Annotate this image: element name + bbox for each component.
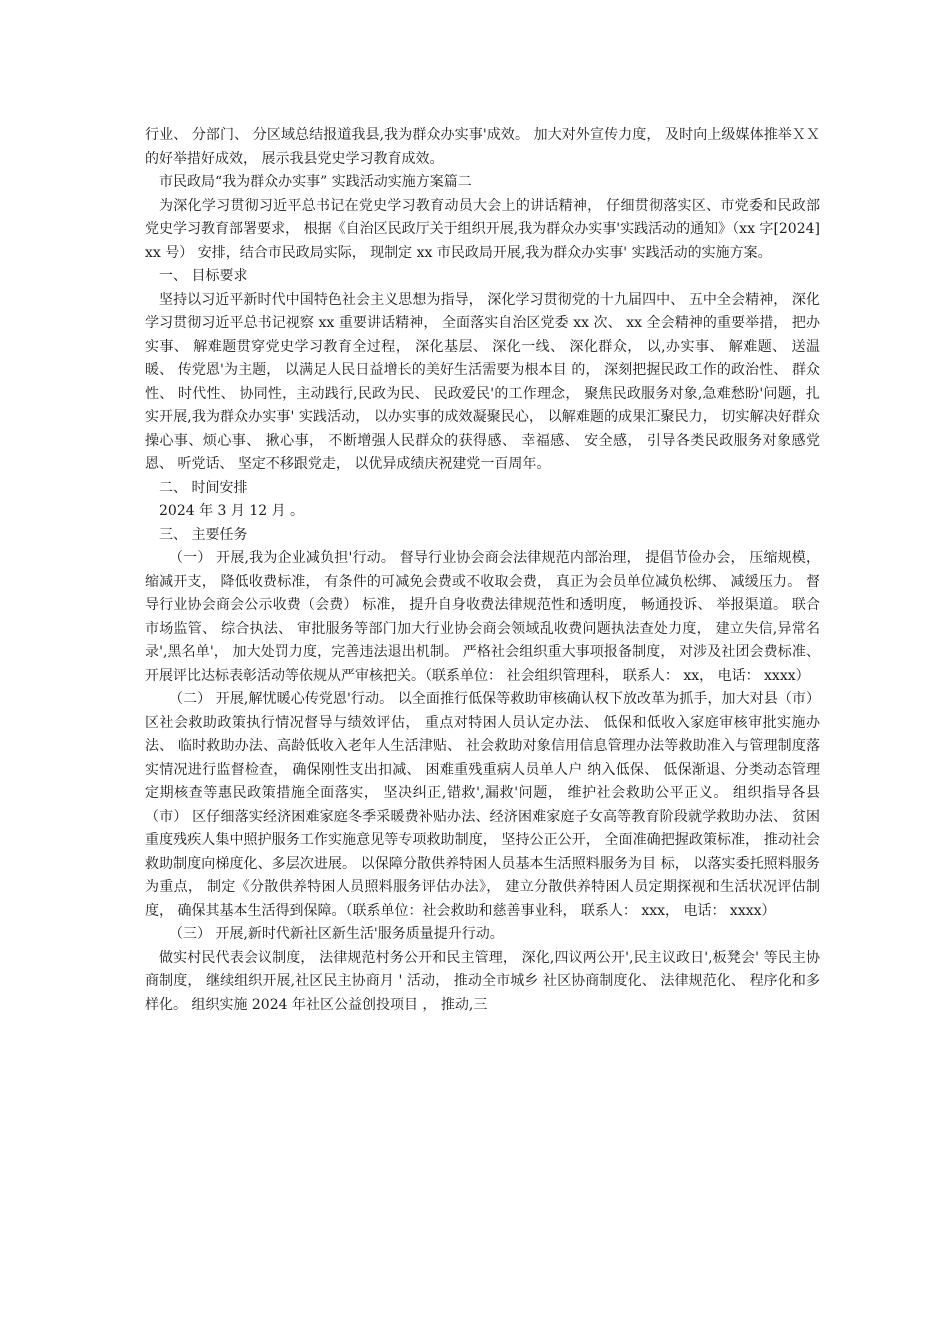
continued-paragraph: 行业、 分部门、 分区域总结报道我县,我为群众办实事'成效。 加大对外宣传力度， 及时向上级媒体推举ＸＸ的好举措好成效， 展示我县党史学习教育成效。 [145, 127, 820, 167]
document-page [145, 124, 820, 1017]
section-title: 市民政局“我为群众办实事” 实践活动实施方案篇二 [159, 174, 472, 190]
task-three-heading: （三） 开展,新时代新社区新生活'服务质量提升行动。 [169, 926, 504, 942]
heading-goals: 一、 目标要求 [159, 268, 248, 284]
task-two-paragraph: （二） 开展,解忧暖心传党恩'行动。 以全面推行低保等救助审核确认权下放改革为抓手，加大对县（市） 区社会救助政策执行情况督导与绩效评估， 重点对特困人员认定办法、 低保和低收入家庭审核审批实施办法、 临时救助办法、高龄低收入老年人生活津贴、 社会救助对象信用信息管理办法等救助准入与管理制度落实情况进行监督检查， 确保刚性支出扣减、 困难重残重病人员单人户 纳入低保、 低保渐退、分类动态管理定期核查等惠民政策措施全面落实， 坚决纠正,错救',漏救'问题， 维护社会救助公平正义。 组织指导各县（市） 区仔细落实经济困难家庭冬季采暖费补贴办法、经济困难家庭子女高等教育阶段就学救助办法、 贫困重度残疾人集中照护服务工作实施意见等专项救助制度， 坚持公正公开， 全面准确把握政策标准， 推动社会救助制度向梯度化、多层次进展。 以保障分散供养特困人员基本生活照料服务为目 标， 以落实委托照料服务为重点， 制定《分散供养特困人员照料服务评估办法》， 建立分散供养特困人员定期探视和生活状况评估制度， 确保其基本生活得到保障。（联系单位：社会救助和慈善事业科， 联系人： xxx， 电话： xxxx） [145, 691, 820, 919]
heading-tasks: 三、 主要任务 [159, 526, 248, 543]
schedule-date: 2024 年 3 月 12 月 。 [159, 503, 305, 519]
goals-paragraph: 坚持以习近平新时代中国特色社会主义思想为指导， 深化学习贯彻党的十九届四中、 五中全会精神， 深化学习贯彻习近平总书记视察 xx 重要讲话精神， 全面落实自治区党委 xx 次、 xx 全会精神的重要举措， 把办实事、 解难题贯穿党史学习教育全过程， 深化基层、 深化一线、 深化群众， 以,办实事、 解难题、 送温暖、 传党恩'为主题， 以满足人民日益增长的美好生活需要为根本目 的， 深刻把握民政工作的政治性、 群众性、 时代性、 协同性，主动践行,民政为民、 民政爱民'的工作理念， 聚焦民政服务对象,急难愁盼'问题，扎实开展,我为群众办实事' 实践活动， 以办实事的成效凝聚民心， 以解难题的成果汇聚民力， 切实解决好群众操心事、烦心事、 揪心事， 不断增强人民群众的获得感、 幸福感、 安全感， 引导各类民政服务对象感党恩、 听党话、 坚定不移跟党走， 以优异成绩庆祝建党一百周年。 [145, 291, 820, 472]
task-three-paragraph: 做实村民代表会议制度， 法律规范村务公开和民主管理， 深化,四议两公开',民主议政日',板凳会' 等民主协商制度， 继续组织开展,社区民主协商月 ' 活动， 推动全市城乡 社区协商制度化、 法律规范化、 程序化和多样化。 组织实施 2024 年社区公益创投项目 ， 推动,三 [145, 949, 820, 1013]
intro-paragraph: 为深化学习贯彻习近平总书记在党史学习教育动员大会上的讲话精神， 仔细贯彻落实区、市党委和民政部党史学习教育部署要求， 根据《自治区民政厅关于组织开展,我为群众办实事'实践活动的通知》（xx 字[2024] xx 号） 安排，结合市民政局实际， 现制定 xx 市民政局开展,我为群众办实事' 实践活动的实施方案。 [145, 197, 820, 261]
heading-schedule: 二、 时间安排 [159, 479, 248, 496]
task-one-paragraph: （一） 开展,我为企业减负担'行动。 督导行业协会商会法律规范内部治理， 提倡节俭办会， 压缩规模， 缩减开支， 降低收费标准， 有条件的可减免会费或不收取会费， 真正为会员单位减负松绑、 减缓压力。 督导行业协会商会公示收费（会费） 标准， 提升自身收费法律规范性和透明度， 畅通投诉、 举报渠道。 联合市场监管、 综合执法、 审批服务等部门加大行业协会商会领域乱收费问题执法查处力度， 建立失信,异常名录',黑名单'， 加大处罚力度，完善违法退出机制。 严格社会组织重大事项报备制度， 对涉及社团会费标准、 开展评比达标表彰活动等依规从严审核把关。（联系单位： 社会组织管理科， 联系人： xx， 电话： xxxx） [145, 550, 820, 684]
